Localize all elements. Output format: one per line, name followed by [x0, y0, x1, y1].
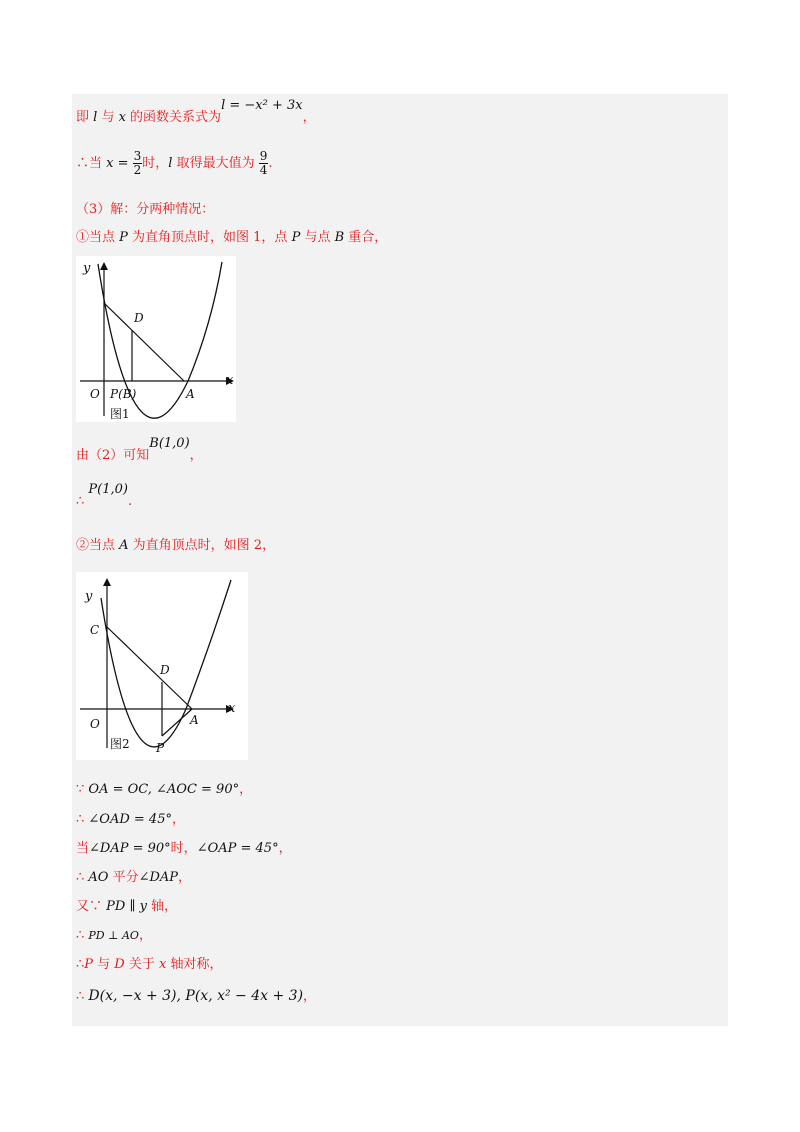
label-A: A	[186, 387, 195, 401]
segment-PA	[162, 709, 192, 736]
label-P: P	[156, 741, 165, 755]
line-symmetric	[76, 957, 222, 973]
text: 时，	[142, 156, 169, 172]
text: 与点	[300, 230, 335, 245]
line-case2	[76, 538, 275, 554]
text: ，	[239, 782, 253, 797]
formula-OAD: ∠OAD = 45°	[88, 812, 172, 827]
formula-x: x =	[106, 156, 129, 172]
text: .	[127, 494, 133, 509]
var-P: P	[119, 230, 128, 245]
formula-AO: AO	[88, 870, 109, 885]
line-OAD	[76, 812, 185, 828]
var-x: x	[118, 110, 126, 125]
text: ∴当	[76, 156, 107, 172]
text: ∴	[76, 812, 89, 827]
fraction-9-4	[259, 150, 269, 177]
label-A: A	[190, 713, 199, 727]
label-O: O	[90, 717, 100, 731]
numerator: 9	[259, 149, 268, 163]
text: 当	[76, 841, 90, 856]
text: 与	[93, 957, 115, 972]
y-axis-arrow	[100, 262, 108, 270]
formula-D-P: D(x, −x + 3), P(x, x² − 4x + 3)	[88, 988, 304, 1004]
label-y: y	[85, 589, 93, 604]
line-function-relation	[76, 98, 316, 126]
var-l: l	[93, 110, 98, 125]
denominator: 2	[133, 163, 142, 178]
line-DAP	[76, 841, 292, 857]
text: ∴	[76, 494, 89, 509]
text: （3）解：分两种情况：	[76, 202, 215, 217]
var-l: l	[168, 156, 173, 172]
var-x: x	[159, 957, 167, 972]
text: 为直角顶点时，如图 1，点	[127, 230, 292, 245]
formula-PD-parallel: PD ∥ y	[106, 899, 147, 914]
text: ，	[302, 110, 316, 125]
text: ，	[303, 989, 317, 1004]
line-part3-heading	[76, 202, 214, 218]
line-max-value	[76, 150, 273, 177]
text: 与	[97, 110, 119, 125]
label-y: y	[83, 261, 91, 276]
text: 时，	[170, 841, 197, 856]
text: 平分	[108, 870, 139, 885]
line-perpendicular	[76, 928, 152, 944]
text: ，	[138, 928, 152, 943]
line-bisect	[76, 870, 191, 886]
figure-caption: 图2	[110, 737, 130, 751]
formula-OAP: ∠OAP = 45°	[196, 841, 279, 856]
text: ∴	[76, 989, 89, 1004]
line-from-part2	[76, 436, 203, 464]
text: 轴对称，	[166, 957, 223, 972]
text: ，	[278, 841, 292, 856]
figure-2-graph	[76, 572, 248, 760]
formula-l: l = −x² + 3x	[221, 98, 303, 113]
text: 关于	[124, 957, 159, 972]
text: 取得最大值为	[172, 156, 255, 172]
formula-P: P(1,0)	[88, 482, 128, 497]
formula-angle-DAP: ∠DAP	[138, 870, 179, 885]
line-coordinates	[76, 988, 316, 1005]
label-PB: P(B)	[110, 387, 137, 401]
text: 即	[76, 110, 94, 125]
text: ∵	[76, 782, 89, 797]
var-P: P	[84, 957, 94, 972]
text: ，	[171, 812, 185, 827]
figure-1-graph	[76, 256, 236, 422]
figure-1	[76, 256, 236, 422]
text: ∴	[76, 928, 89, 943]
formula-DAP: ∠DAP = 90°	[89, 841, 171, 856]
label-x: x	[226, 373, 234, 388]
figure-caption: 图1	[110, 407, 130, 421]
numerator: 3	[133, 149, 142, 163]
text: 又∵	[76, 899, 107, 914]
text: .	[268, 156, 273, 172]
formula-OA-OC: OA = OC, ∠AOC = 90°	[88, 782, 240, 797]
var-B: B	[334, 230, 345, 245]
line-P-coord	[76, 482, 133, 510]
line-because-OA-OC	[76, 782, 252, 798]
text: 为直角顶点时，如图 2，	[128, 538, 276, 553]
label-O: O	[90, 387, 100, 401]
text: ，	[178, 870, 192, 885]
text: 由（2）可知	[76, 448, 150, 463]
formula-PD-perp: PD ⊥ AO	[88, 929, 139, 942]
var-D: D	[114, 957, 125, 972]
text: 轴，	[146, 899, 178, 914]
line-case1	[76, 230, 387, 246]
text: 重合，	[344, 230, 388, 245]
var-P: P	[291, 230, 301, 245]
text: ，	[189, 448, 203, 463]
label-C: C	[90, 623, 100, 637]
segment-CA	[107, 627, 192, 709]
label-x: x	[228, 701, 236, 716]
text: ∴	[76, 957, 85, 972]
label-D: D	[160, 663, 170, 677]
formula-B: B(1,0)	[149, 436, 190, 451]
y-axis-arrow	[103, 578, 111, 586]
text: 的函数关系式为	[125, 110, 222, 125]
fraction-3-2	[133, 150, 143, 177]
text: ∴	[76, 870, 89, 885]
text: ②当点	[76, 538, 120, 553]
denominator: 4	[259, 163, 268, 178]
var-A: A	[119, 538, 129, 553]
figure-2	[76, 572, 248, 760]
line-parallel	[76, 899, 177, 915]
segment-CA	[104, 303, 184, 381]
label-D: D	[134, 311, 144, 325]
text: ①当点	[76, 230, 120, 245]
